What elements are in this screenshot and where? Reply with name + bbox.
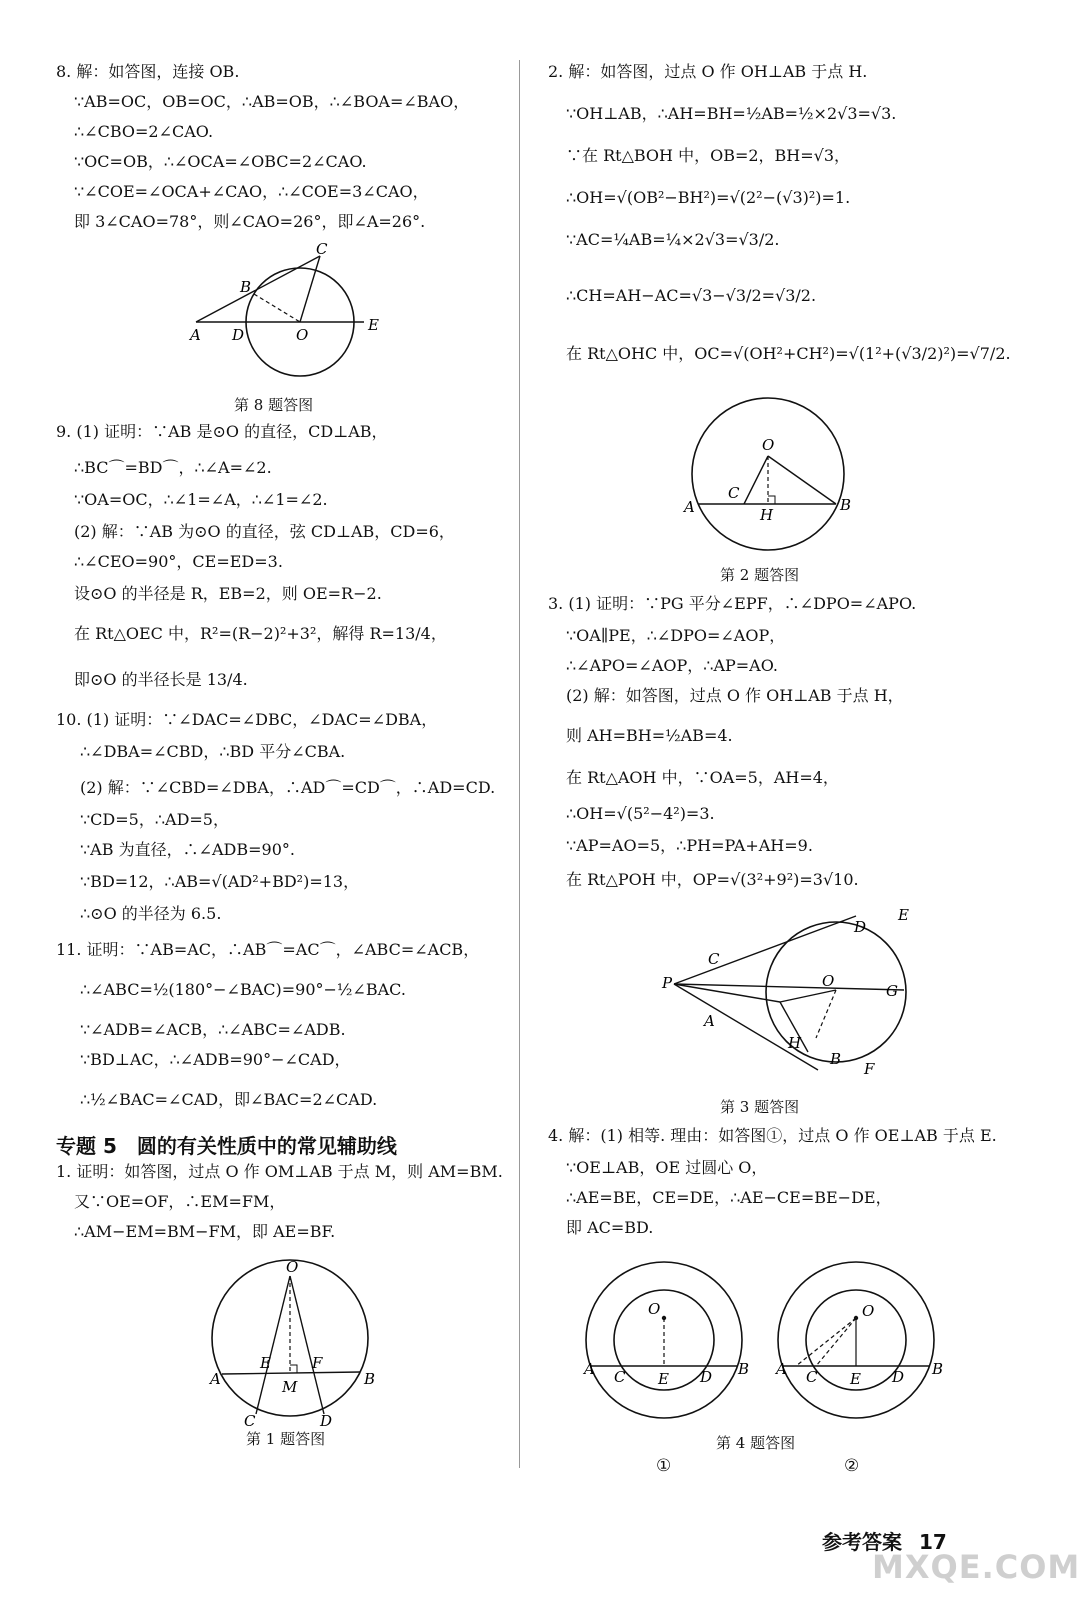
- point-label: G: [886, 982, 898, 1000]
- point-label: B: [932, 1360, 944, 1378]
- point-label: C: [614, 1368, 626, 1386]
- text-line: ∵OA=OC，∴∠1=∠A，∴∠1=∠2.: [74, 490, 328, 509]
- point-label: C: [244, 1412, 256, 1430]
- column-divider: [519, 60, 520, 1468]
- text-line: ∵在 Rt△BOH 中，OB=2，BH=√3，: [566, 146, 851, 165]
- footer-label: 参考答案: [822, 1530, 902, 1554]
- section-title: 专题 5 圆的有关性质中的常见辅助线: [56, 1134, 397, 1158]
- text-line: 4. 解：(1) 相等. 理由：如答图①，过点 O 作 OE⊥AB 于点 E.: [548, 1126, 997, 1145]
- text-line: 又∵OE=OF，∴EM=FM，: [74, 1192, 286, 1211]
- point-label: O: [762, 436, 775, 454]
- text-line: ∴OH=√(5²−4²)=3.: [566, 804, 715, 823]
- text-line: 即 3∠CAO=78°，则∠CAO=26°，即∠A=26°.: [74, 212, 426, 231]
- point-label: O: [296, 326, 309, 344]
- figure-caption: 第 1 题答图: [246, 1430, 326, 1448]
- text-line: ∴AM−EM=BM−FM，即 AE=BF.: [74, 1222, 336, 1241]
- figure-caption: 第 4 题答图: [716, 1434, 796, 1452]
- point-label: D: [320, 1412, 333, 1430]
- text-line: ∵BD=12，∴AB=√(AD²+BD²)=13，: [80, 872, 360, 891]
- figure-1: [208, 1256, 378, 1430]
- point-label: C: [806, 1368, 818, 1386]
- text-line: 即 AC=BD.: [566, 1218, 654, 1237]
- text-line: 8. 解：如答图，连接 OB.: [56, 62, 240, 81]
- text-line: ∵OC=OB，∴∠OCA=∠OBC=2∠CAO.: [74, 152, 367, 171]
- text-line: ∵AB=OC，OB=OC，∴AB=OB，∴∠BOA=∠BAO，: [74, 92, 470, 111]
- point-label: A: [704, 1012, 715, 1030]
- point-label: D: [892, 1368, 905, 1386]
- point-label: D: [700, 1368, 713, 1386]
- text-line: ∵OA∥PE，∴∠DPO=∠AOP，: [566, 626, 786, 645]
- text-line: ∵∠ADB=∠ACB，∴∠ABC=∠ADB.: [80, 1020, 346, 1039]
- point-label: B: [738, 1360, 750, 1378]
- point-label: B: [240, 278, 252, 296]
- figure-4-1: [586, 1256, 756, 1432]
- text-line: ∴BC⌒=BD⌒，∴∠A=∠2.: [74, 458, 272, 477]
- point-label: E: [368, 316, 379, 334]
- figure-caption: 第 3 题答图: [720, 1098, 800, 1116]
- text-line: ∵AP=AO=5，∴PH=PA+AH=9.: [566, 836, 813, 855]
- text-line: 在 Rt△OHC 中，OC=√(OH²+CH²)=√(1²+(√3/2)²)=√7/2.: [566, 344, 1011, 363]
- text-line: (2) 解：∵∠CBD=∠DBA，∴AD⌒=CD⌒，∴AD=CD.: [80, 778, 496, 797]
- text-line: ∴∠APO=∠AOP，∴AP=AO.: [566, 656, 779, 675]
- text-line: 则 AH=BH=½AB=4.: [566, 726, 733, 745]
- figure-caption: 第 2 题答图: [720, 566, 800, 584]
- point-label: P: [662, 974, 673, 992]
- figure-8: [186, 242, 386, 382]
- text-line: ∴⊙O 的半径为 6.5.: [80, 904, 222, 923]
- text-line: ∴OH=√(OB²−BH²)=√(2²−(√3)²)=1.: [566, 188, 851, 207]
- point-label: D: [854, 918, 867, 936]
- text-line: 设⊙O 的半径是 R，EB=2，则 OE=R−2.: [74, 584, 382, 603]
- point-label: A: [776, 1360, 787, 1378]
- figure-2: [678, 392, 868, 556]
- text-line: 在 Rt△POH 中，OP=√(3²+9²)=3√10.: [566, 870, 859, 889]
- text-line: ∵BD⊥AC，∴∠ADB=90°−∠CAD，: [80, 1050, 351, 1069]
- point-label: A: [584, 1360, 595, 1378]
- text-line: ∴∠CEO=90°，CE=ED=3.: [74, 552, 283, 571]
- text-line: ∵OH⊥AB，∴AH=BH=½AB=½×2√3=√3.: [566, 104, 897, 123]
- text-line: 9. (1) 证明：∵AB 是⊙O 的直径，CD⊥AB，: [56, 422, 388, 441]
- text-line: 即⊙O 的半径长是 13/4.: [74, 670, 248, 689]
- point-label: E: [658, 1370, 669, 1388]
- figure-4-2: [776, 1256, 946, 1432]
- text-line: ∴∠CBO=2∠CAO.: [74, 122, 214, 141]
- figure-caption: 第 8 题答图: [234, 396, 314, 414]
- point-label: B: [830, 1050, 842, 1068]
- point-label: F: [312, 1354, 323, 1372]
- point-label: C: [708, 950, 720, 968]
- point-label: H: [760, 506, 774, 524]
- text-line: ∵∠COE=∠OCA+∠CAO，∴∠COE=3∠CAO，: [74, 182, 429, 201]
- text-line: 1. 证明：如答图，过点 O 作 OM⊥AB 于点 M，则 AM=BM.: [56, 1162, 503, 1181]
- text-line: ∵AB 为直径，∴∠ADB=90°.: [80, 840, 295, 859]
- text-line: 3. (1) 证明：∵PG 平分∠EPF，∴∠DPO=∠APO.: [548, 594, 917, 613]
- text-line: 在 Rt△AOH 中，∵OA=5，AH=4，: [566, 768, 839, 787]
- point-label: E: [850, 1370, 861, 1388]
- point-label: C: [316, 240, 328, 258]
- text-line: ∴∠ABC=½(180°−∠BAC)=90°−½∠BAC.: [80, 980, 406, 999]
- text-line: ∴∠DBA=∠CBD，∴BD 平分∠CBA.: [80, 742, 346, 761]
- text-line: (2) 解：∵AB 为⊙O 的直径，弦 CD⊥AB，CD=6，: [74, 522, 455, 541]
- point-label: E: [898, 906, 909, 924]
- sub-figure-label: ①: [656, 1456, 672, 1476]
- point-label: A: [190, 326, 201, 344]
- text-line: ∴CH=AH−AC=√3−√3/2=√3/2.: [566, 286, 817, 305]
- point-label: F: [864, 1060, 875, 1078]
- point-label: B: [364, 1370, 376, 1388]
- text-line: ∵AC=¼AB=¼×2√3=√3/2.: [566, 230, 780, 249]
- watermark: MXQE.COM: [872, 1548, 1080, 1586]
- text-line: ∴AE=BE，CE=DE，∴AE−CE=BE−DE，: [566, 1188, 892, 1207]
- point-label: C: [728, 484, 740, 502]
- point-label: H: [788, 1034, 802, 1052]
- point-label: O: [822, 972, 835, 990]
- point-label: E: [260, 1354, 271, 1372]
- point-label: M: [282, 1378, 298, 1396]
- text-line: 11. 证明：∵AB=AC，∴AB⌒=AC⌒，∠ABC=∠ACB，: [56, 940, 480, 959]
- point-label: O: [286, 1258, 299, 1276]
- point-label: O: [648, 1300, 661, 1318]
- point-label: D: [232, 326, 245, 344]
- point-label: O: [862, 1302, 875, 1320]
- point-label: B: [840, 496, 852, 514]
- point-label: A: [210, 1370, 221, 1388]
- text-line: ∵CD=5，∴AD=5，: [80, 810, 229, 829]
- sub-figure-label: ②: [844, 1456, 860, 1476]
- text-line: ∴½∠BAC=∠CAD，即∠BAC=2∠CAD.: [80, 1090, 378, 1109]
- text-line: ∵OE⊥AB，OE 过圆心 O，: [566, 1158, 768, 1177]
- text-line: 10. (1) 证明：∵∠DAC=∠DBC，∠DAC=∠DBA，: [56, 710, 438, 729]
- text-line: (2) 解：如答图，过点 O 作 OH⊥AB 于点 H，: [566, 686, 904, 705]
- text-line: 2. 解：如答图，过点 O 作 OH⊥AB 于点 H.: [548, 62, 868, 81]
- point-label: A: [684, 498, 695, 516]
- figure-3: [658, 902, 978, 1086]
- page-number: 17: [918, 1530, 947, 1554]
- text-line: 在 Rt△OEC 中，R²=(R−2)²+3²，解得 R=13/4，: [74, 624, 447, 643]
